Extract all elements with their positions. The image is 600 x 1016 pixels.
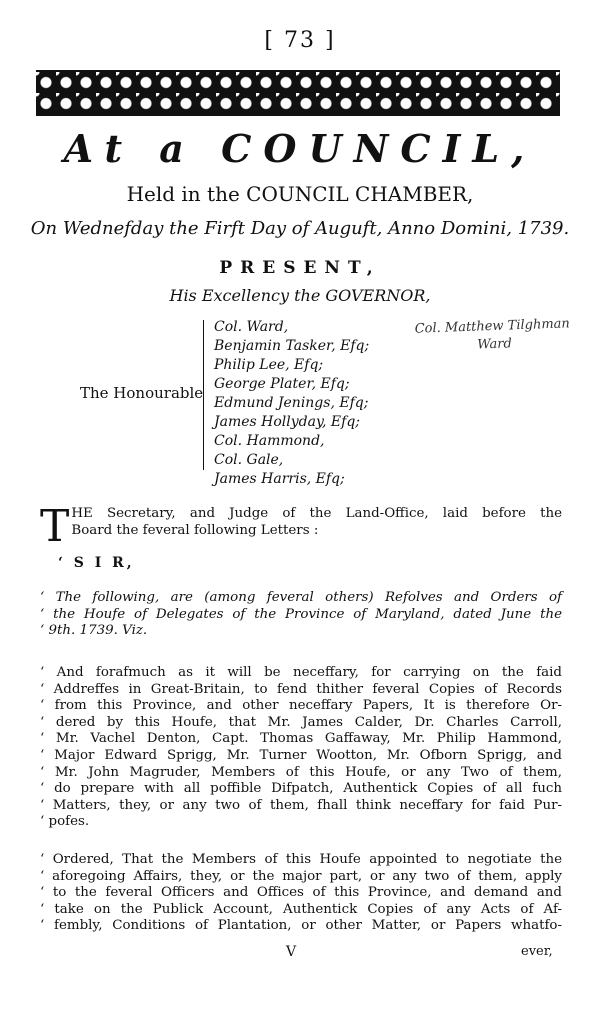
text-line: ‘ And forafmuch as it will be neceffary, for carrying on the faid: [40, 665, 562, 680]
text-line: ‘ dered by this Houfe, that Mr. James Calder, Dr. Charles Carroll,: [40, 714, 562, 730]
text-line: ‘ Mr. Vachel Denton, Capt. Thomas Gaffaway, Mr. Philip Hammond,: [40, 731, 562, 747]
text-line: ‘ 9th. 1739. Viz.: [40, 623, 148, 639]
page-number: [ 73 ]: [264, 28, 336, 53]
member-entry: Edmund Jenings, Efq;: [214, 395, 369, 411]
text-line: ‘ pofes.: [40, 814, 90, 830]
honourable-label: The Honourable: [80, 384, 204, 402]
member-entry: Col. Ward,: [214, 319, 289, 335]
text-line: ‘ The following, are (among feveral others) Refolves and Orders of: [40, 590, 562, 605]
salutation: ‘ S I R,: [58, 555, 135, 571]
text-line: ‘ Addreffes in Great-Britain, to fend thither feveral Copies of Records: [40, 681, 562, 697]
council-subtitle: Held in the COUNCIL CHAMBER,: [126, 182, 474, 206]
handwritten-annotation: [414, 315, 570, 356]
signature-mark: V: [286, 944, 297, 960]
present-heading: PRESENT,: [219, 258, 381, 278]
paragraph-order-copies: [40, 665, 562, 831]
member-entry: Philip Lee, Efq;: [214, 357, 324, 373]
member-entry: George Plater, Efq;: [214, 376, 350, 392]
text-line: ‘ Major Edward Sprigg, Mr. Turner Wootton, Mr. Ofborn Sprigg, and: [40, 747, 562, 763]
text-line: ‘ do prepare with all poffible Difpatch, Authentick Copies of all fuch: [40, 781, 562, 797]
ornamental-header-band: [36, 70, 560, 116]
members-list: [214, 318, 369, 489]
member-entry: James Harris, Efq;: [214, 471, 345, 487]
drop-cap: T: [40, 501, 70, 552]
council-title: At a COUNCIL,: [63, 126, 537, 171]
intro-line: HE Secretary, and Judge of the Land-Office, laid before the: [71, 506, 562, 521]
council-date-line: On Wednefday the Firft Day of Auguft, Anno Domini, 1739.: [30, 218, 570, 239]
text-line: ‘ fembly, Conditions of Plantation, or other Matter, or Papers whatfo-: [40, 918, 562, 934]
text-line: ‘ to the feveral Officers and Offices of this Province, and demand and: [40, 885, 562, 901]
text-line: ‘ aforegoing Affairs, they, or the major part, or any two of them, apply: [40, 868, 562, 884]
text-line: ‘ take on the Publick Account, Authentick Copies of any Acts of Af-: [40, 901, 562, 917]
member-entry: Benjamin Tasker, Efq;: [214, 338, 370, 354]
text-line: ‘ from this Province, and other neceffary Papers, It is therefore Or-: [40, 698, 562, 714]
text-line: ‘ Matters, they, or any two of them, fhall think neceffary for faid Pur-: [40, 797, 562, 813]
member-entry: Col. Hammond,: [214, 433, 325, 449]
handwritten-line: Col. Matthew Tilghman: [414, 316, 571, 337]
paragraph-resolves: [40, 590, 562, 640]
member-entry: Col. Gale,: [214, 452, 284, 468]
text-line: ‘ Mr. John Magruder, Members of this Houfe, or any Two of them,: [40, 764, 562, 780]
text-line: ‘ Ordered, That the Members of this Houfe appointed to negotiate the: [40, 852, 562, 867]
text-line: ‘ the Houfe of Delegates of the Province of Maryland, dated June the: [40, 606, 562, 622]
intro-line: Board the feveral following Letters :: [71, 522, 319, 538]
governor-line: His Excellency the GOVERNOR,: [169, 286, 431, 305]
catchword: ever,: [521, 944, 553, 959]
intro-paragraph: [40, 501, 562, 552]
member-entry: James Hollyday, Efq;: [214, 414, 360, 430]
members-brace: [203, 320, 210, 470]
paragraph-ordered: [40, 852, 562, 935]
handwritten-line: Ward: [477, 336, 513, 353]
